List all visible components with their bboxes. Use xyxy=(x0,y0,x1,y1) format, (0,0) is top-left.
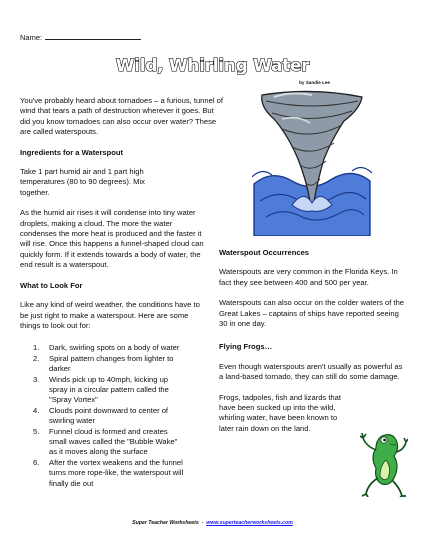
list-item: 2. Spiral pattern changes from lighter to darker xyxy=(33,353,174,374)
ingredients-heading: Ingredients for a Waterspout xyxy=(20,147,124,157)
frog-illustration-icon xyxy=(360,430,408,497)
occurrences-paragraph-1: Waterspouts are very common in the Florida Keys. In fact they see between 400 and 500 per year. xyxy=(219,267,398,287)
list-item: 5. Funnel cloud is formed and creates small waves called the "Bubble Wake" as it moves along the surface xyxy=(33,426,178,457)
list-item: 6. After the vortex weakens and the funnel turns more rope-like, the waterspout will finally die out xyxy=(33,457,184,488)
look-for-heading: What to Look For xyxy=(20,280,83,290)
name-label: Name: xyxy=(20,33,43,42)
ingredients-paragraph-1: Take 1 part humid air and 1 part high temperatures (80 to 90 degrees). Mix together. xyxy=(20,167,145,197)
list-item: 3. Winds pick up to 40mph, kicking up spray in a circular pattern called the "Spray Vortex" xyxy=(33,374,169,405)
look-for-intro: Like any kind of weird weather, the conditions have to be just right to make a waterspout. Here are some things to look out for: xyxy=(20,300,200,330)
left-column xyxy=(20,96,225,489)
frogs-paragraph-2: Frogs, tadpoles, fish and lizards that have been sucked up into the wild, whirling water, have been known to later rain down on the land. xyxy=(219,392,341,433)
name-blank-line[interactable] xyxy=(45,34,141,40)
waterspout-illustration-icon xyxy=(252,89,372,236)
intro-paragraph: You've probably heard about tornadoes – a furious, tunnel of wind that tears a path of destruction wherever it goes. But did you know tornadoes can also occur over water? These are called waterspouts. xyxy=(20,96,223,137)
footer-website-link[interactable]: www.superteacherworksheets.com xyxy=(206,520,293,526)
author-byline: by Sandie Lee xyxy=(299,80,330,85)
occurrences-heading: Waterspout Occurrences xyxy=(219,248,310,257)
frogs-heading: Flying Frogs… xyxy=(219,342,273,352)
list-item: 4. Clouds point downward to center of swirling water xyxy=(33,405,169,426)
signs-list xyxy=(33,343,187,489)
ingredients-paragraph-2: As the humid air rises it will condense into tiny water droplets, making a cloud. The more the water condenses the more heat is produced and the faster it will rise. Once this happens a funnel-shaped cloud can quickly form. If it extends towards a body of water, the end result is a waterspout. xyxy=(20,208,204,270)
occurrences-paragraph-2: Waterspouts can also occur on the colder waters of the Great Lakes – captains of ships have reported seeing 30 in one day. xyxy=(219,298,405,329)
frogs-paragraph-1: Even though waterspouts aren't usually as powerful as a land-based tornado, they can still do some damage. xyxy=(219,361,403,382)
list-item: 1. Dark, swirling spots on a body of water xyxy=(33,343,180,353)
worksheet-title: Wild, Whirling Water xyxy=(115,56,310,76)
name-field[interactable] xyxy=(20,33,141,42)
footer xyxy=(0,520,425,526)
right-column xyxy=(219,248,406,444)
footer-brand: Super Teacher Worksheets xyxy=(132,520,199,526)
footer-separator: - xyxy=(201,520,204,526)
